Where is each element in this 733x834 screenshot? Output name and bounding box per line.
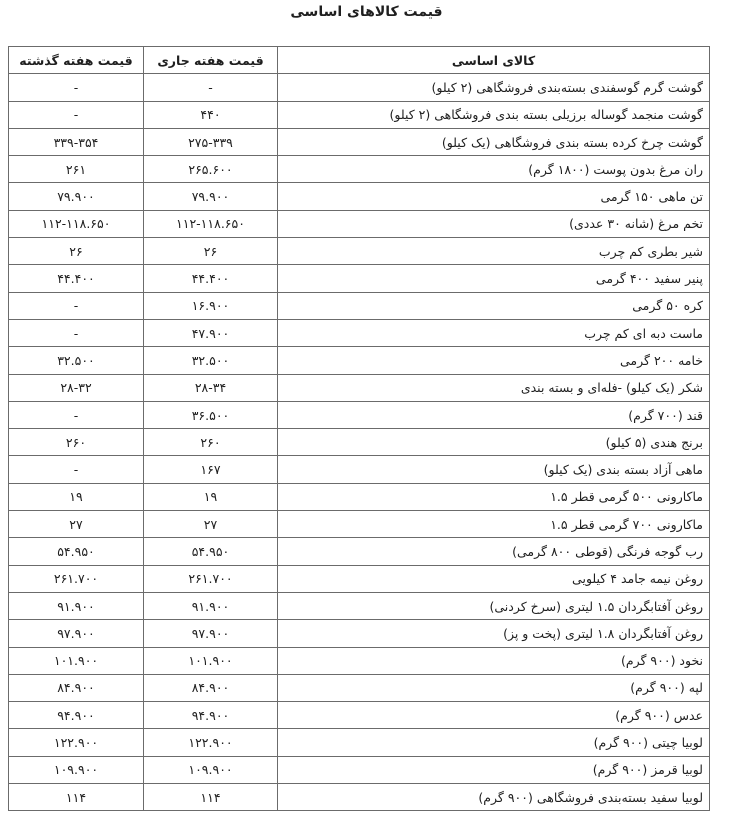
table-row bbox=[9, 674, 710, 701]
previous-price-cell: - bbox=[9, 319, 144, 346]
item-name-cell: گوشت منجمد گوساله برزیلی بسته بندی فروشگاهی (۲ کیلو) bbox=[278, 101, 710, 128]
previous-price-cell: ۳۳۹-۳۵۴ bbox=[9, 128, 144, 155]
table-row bbox=[9, 319, 710, 346]
table-row bbox=[9, 401, 710, 428]
previous-price-cell: ۹۷.۹۰۰ bbox=[9, 620, 144, 647]
table-row bbox=[9, 483, 710, 510]
item-name-cell: رب گوجه فرنگی (قوطی ۸۰۰ گرمی) bbox=[278, 538, 710, 565]
previous-price-cell: ۹۴.۹۰۰ bbox=[9, 702, 144, 729]
table-row bbox=[9, 74, 710, 101]
item-name-cell: ماکارونی ۵۰۰ گرمی قطر ۱.۵ bbox=[278, 483, 710, 510]
current-price-cell: ۹۷.۹۰۰ bbox=[144, 620, 278, 647]
previous-price-cell: ۱۲۲.۹۰۰ bbox=[9, 729, 144, 756]
current-price-cell: ۴۴۰ bbox=[144, 101, 278, 128]
previous-price-cell: ۱۹ bbox=[9, 483, 144, 510]
previous-price-cell: ۷۹.۹۰۰ bbox=[9, 183, 144, 210]
current-price-cell: - bbox=[144, 74, 278, 101]
current-price-cell: ۴۴.۴۰۰ bbox=[144, 265, 278, 292]
item-name-cell: ماهی آزاد بسته بندی (یک کیلو) bbox=[278, 456, 710, 483]
current-price-cell: ۱۹ bbox=[144, 483, 278, 510]
item-name-cell: تخم مرغ (شانه ۳۰ عددی) bbox=[278, 210, 710, 237]
item-name-cell: کره ۵۰ گرمی bbox=[278, 292, 710, 319]
item-name-cell: عدس (۹۰۰ گرم) bbox=[278, 702, 710, 729]
item-name-cell: برنج هندی (۵ کیلو) bbox=[278, 429, 710, 456]
table-row bbox=[9, 210, 710, 237]
table-row bbox=[9, 374, 710, 401]
item-name-cell: نخود (۹۰۰ گرم) bbox=[278, 647, 710, 674]
current-price-cell: ۳۲.۵۰۰ bbox=[144, 347, 278, 374]
item-name-cell: لوبیا سفید بسته‌بندی فروشگاهی (۹۰۰ گرم) bbox=[278, 784, 710, 811]
item-name-cell: قند (۷۰۰ گرم) bbox=[278, 401, 710, 428]
current-price-cell: ۱۰۹.۹۰۰ bbox=[144, 756, 278, 783]
current-price-cell: ۳۶.۵۰۰ bbox=[144, 401, 278, 428]
current-price-cell: ۱۶۷ bbox=[144, 456, 278, 483]
item-name-cell: لوبیا قرمز (۹۰۰ گرم) bbox=[278, 756, 710, 783]
header-current-price: قیمت هفته جاری bbox=[144, 47, 278, 74]
item-name-cell: گوشت گرم گوسفندی بسته‌بندی فروشگاهی (۲ کیلو) bbox=[278, 74, 710, 101]
previous-price-cell: ۱۱۲-۱۱۸.۶۵۰ bbox=[9, 210, 144, 237]
item-name-cell: شیر بطری کم چرب bbox=[278, 238, 710, 265]
item-name-cell: تن ماهی ۱۵۰ گرمی bbox=[278, 183, 710, 210]
price-table bbox=[8, 46, 710, 811]
current-price-cell: ۲۶۱.۷۰۰ bbox=[144, 565, 278, 592]
previous-price-cell: ۵۴.۹۵۰ bbox=[9, 538, 144, 565]
table-row bbox=[9, 538, 710, 565]
current-price-cell: ۲۶۵.۶۰۰ bbox=[144, 156, 278, 183]
current-price-cell: ۲۶۰ bbox=[144, 429, 278, 456]
page-title: قیمت کالاهای اساسی bbox=[290, 4, 443, 20]
item-name-cell: پنیر سفید ۴۰۰ گرمی bbox=[278, 265, 710, 292]
item-name-cell: روغن آفتابگردان ۱.۸ لیتری (پخت و پز) bbox=[278, 620, 710, 647]
table-row bbox=[9, 592, 710, 619]
header-previous-price: قیمت هفته گذشته bbox=[9, 47, 144, 74]
table-row bbox=[9, 565, 710, 592]
table-row bbox=[9, 702, 710, 729]
previous-price-cell: - bbox=[9, 101, 144, 128]
previous-price-cell: ۲۸-۳۲ bbox=[9, 374, 144, 401]
previous-price-cell: - bbox=[9, 401, 144, 428]
table-row bbox=[9, 756, 710, 783]
table-row bbox=[9, 265, 710, 292]
current-price-cell: ۱۶.۹۰۰ bbox=[144, 292, 278, 319]
previous-price-cell: - bbox=[9, 292, 144, 319]
previous-price-cell: ۴۴.۴۰۰ bbox=[9, 265, 144, 292]
previous-price-cell: - bbox=[9, 74, 144, 101]
current-price-cell: ۲۶ bbox=[144, 238, 278, 265]
item-name-cell: روغن نیمه جامد ۴ کیلویی bbox=[278, 565, 710, 592]
table-row bbox=[9, 238, 710, 265]
previous-price-cell: ۸۴.۹۰۰ bbox=[9, 674, 144, 701]
current-price-cell: ۴۷.۹۰۰ bbox=[144, 319, 278, 346]
header-item: کالای اساسی bbox=[278, 47, 710, 74]
table-row bbox=[9, 784, 710, 811]
table-row bbox=[9, 156, 710, 183]
item-name-cell: روغن آفتابگردان ۱.۵ لیتری (سرخ کردنی) bbox=[278, 592, 710, 619]
table-row bbox=[9, 183, 710, 210]
previous-price-cell: ۲۷ bbox=[9, 511, 144, 538]
previous-price-cell: ۱۰۹.۹۰۰ bbox=[9, 756, 144, 783]
table-row bbox=[9, 456, 710, 483]
current-price-cell: ۸۴.۹۰۰ bbox=[144, 674, 278, 701]
previous-price-cell: ۲۶۱ bbox=[9, 156, 144, 183]
current-price-cell: ۷۹.۹۰۰ bbox=[144, 183, 278, 210]
previous-price-cell: ۱۱۴ bbox=[9, 784, 144, 811]
previous-price-cell: ۲۶ bbox=[9, 238, 144, 265]
current-price-cell: ۱۲۲.۹۰۰ bbox=[144, 729, 278, 756]
current-price-cell: ۹۴.۹۰۰ bbox=[144, 702, 278, 729]
previous-price-cell: ۲۶۱.۷۰۰ bbox=[9, 565, 144, 592]
table-row bbox=[9, 292, 710, 319]
current-price-cell: ۲۸-۳۴ bbox=[144, 374, 278, 401]
previous-price-cell: ۱۰۱.۹۰۰ bbox=[9, 647, 144, 674]
item-name-cell: ران مرغ بدون پوست (۱۸۰۰ گرم) bbox=[278, 156, 710, 183]
table-header-row bbox=[9, 47, 710, 74]
table-row bbox=[9, 101, 710, 128]
previous-price-cell: ۳۲.۵۰۰ bbox=[9, 347, 144, 374]
current-price-cell: ۵۴.۹۵۰ bbox=[144, 538, 278, 565]
current-price-cell: ۱۰۱.۹۰۰ bbox=[144, 647, 278, 674]
current-price-cell: ۲۷ bbox=[144, 511, 278, 538]
table-row bbox=[9, 128, 710, 155]
previous-price-cell: ۹۱.۹۰۰ bbox=[9, 592, 144, 619]
current-price-cell: ۹۱.۹۰۰ bbox=[144, 592, 278, 619]
previous-price-cell: ۲۶۰ bbox=[9, 429, 144, 456]
table-row bbox=[9, 620, 710, 647]
item-name-cell: ماست دبه ای کم چرب bbox=[278, 319, 710, 346]
item-name-cell: لپه (۹۰۰ گرم) bbox=[278, 674, 710, 701]
table-row bbox=[9, 511, 710, 538]
current-price-cell: ۲۷۵-۳۳۹ bbox=[144, 128, 278, 155]
item-name-cell: گوشت چرخ کرده بسته بندی فروشگاهی (یک کیلو) bbox=[278, 128, 710, 155]
table-row bbox=[9, 429, 710, 456]
item-name-cell: خامه ۲۰۰ گرمی bbox=[278, 347, 710, 374]
table-row bbox=[9, 647, 710, 674]
current-price-cell: ۱۱۲-۱۱۸.۶۵۰ bbox=[144, 210, 278, 237]
table-row bbox=[9, 729, 710, 756]
item-name-cell: ماکارونی ۷۰۰ گرمی قطر ۱.۵ bbox=[278, 511, 710, 538]
current-price-cell: ۱۱۴ bbox=[144, 784, 278, 811]
table-row bbox=[9, 347, 710, 374]
previous-price-cell: - bbox=[9, 456, 144, 483]
item-name-cell: لوبیا چیتی (۹۰۰ گرم) bbox=[278, 729, 710, 756]
item-name-cell: شکر (یک کیلو) -فله‌ای و بسته بندی bbox=[278, 374, 710, 401]
